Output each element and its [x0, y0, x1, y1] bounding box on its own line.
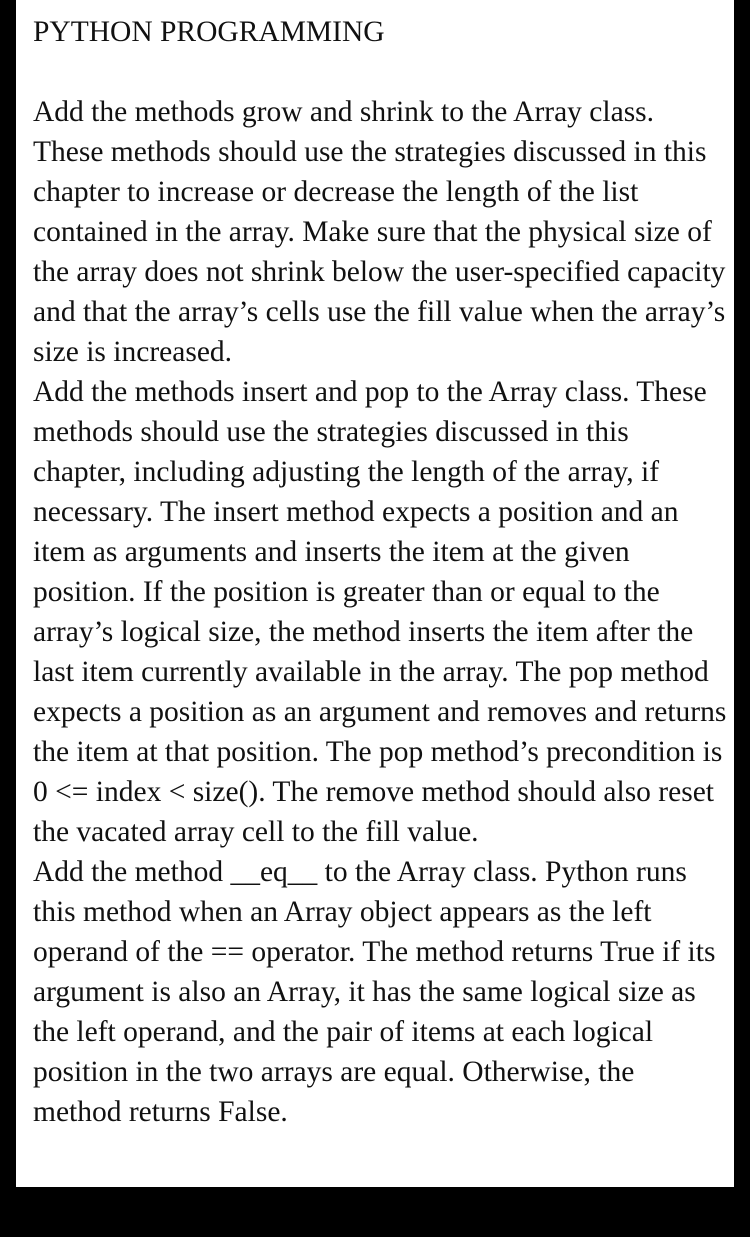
- document-content: [33, 12, 728, 1132]
- document-page: [16, 0, 734, 1187]
- document-title: PYTHON PROGRAMMING: [33, 16, 385, 48]
- paragraph-grow-shrink: Add the methods grow and shrink to the Array class. These methods should use the strategies discussed in this chapter to increase or decrease the length of the list contained in the array. Make sure that the physical size of the array does not shrink below the user-specified capacity and that the array’s cells use the fill value when the array’s size is increased.: [33, 96, 726, 368]
- paragraph-eq: Add the method __eq__ to the Array class. Python runs this method when an Array object appears as the left operand of the == operator. The method returns True if its argument is also an Array, it has the same logical size as the left operand, and the pair of items at each logical position in the two arrays are equal. Otherwise, the method returns False.: [33, 856, 716, 1128]
- paragraph-insert-pop: Add the methods insert and pop to the Array class. These methods should use the strategies discussed in this chapter, including adjusting the length of the array, if necessary. The insert method expects a position and an item as arguments and inserts the item at the given position. If the position is greater than or equal to the array’s logical size, the method inserts the item after the last item currently available in the array. The pop method expects a position as an argument and removes and returns the item at that position. The pop method’s precondition is 0 <= index < size(). The remove method should also reset the vacated array cell to the fill value.: [33, 376, 727, 848]
- title-spacer: [33, 52, 728, 92]
